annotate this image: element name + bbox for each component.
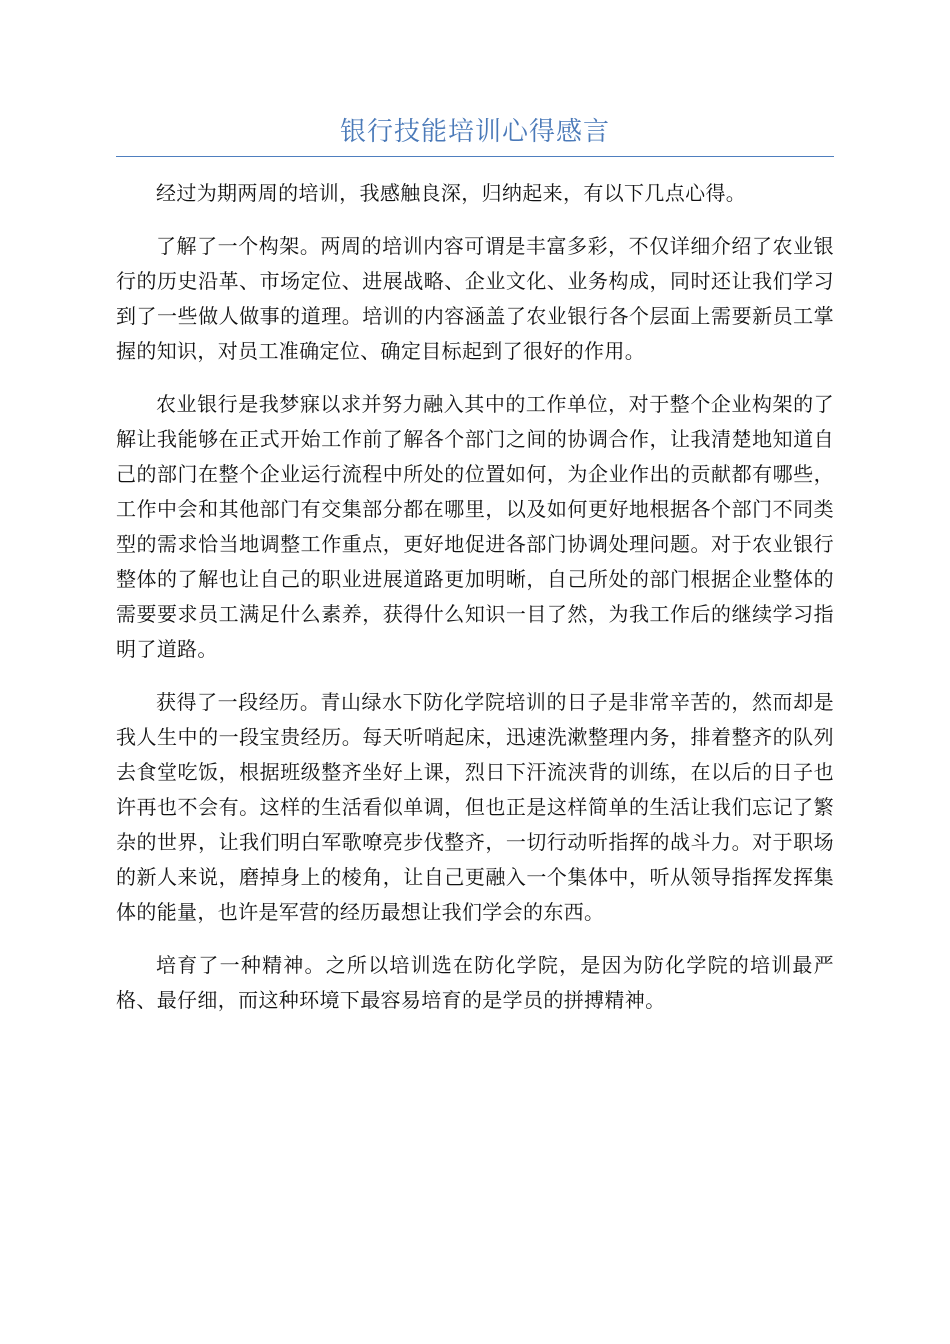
document-body — [116, 176, 834, 1036]
title-block — [116, 112, 834, 157]
document-title: 银行技能培训心得感言 — [339, 117, 610, 147]
paragraph-spirit: 培育了一种精神。之所以培训选在防化学院，是因为防化学院的培训最严格、最仔细，而这种环境下最容易培育的是学员的拼搏精神。 — [116, 953, 834, 1012]
paragraph-framework: 了解了一个构架。两周的培训内容可谓是丰富多彩，不仅详细介绍了农业银行的历史沿革、市场定位、进展战略、企业文化、业务构成，同时还让我们学习到了一些做人做事的道理。培训的内容涵盖了农业银行各个层面上需要新员工掌握的知识，对员工准确定位、确定目标起到了很好的作用。 — [116, 234, 834, 363]
paragraph-structure-understanding: 农业银行是我梦寐以求并努力融入其中的工作单位，对于整个企业构架的了解让我能够在正式开始工作前了解各个部门之间的协调合作，让我清楚地知道自己的部门在整个企业运行流程中所处的位置如何，为企业作出的贡献都有哪些，工作中会和其他部门有交集部分都在哪里，以及如何更好地根据各个部门不同类型的需求恰当地调整工作重点，更好地促进各部门协调处理问题。对于农业银行整体的了解也让自己的职业进展道路更加明晰，自己所处的部门根据企业整体的需要要求员工满足什么素养，获得什么知识一目了然，为我工作后的继续学习指明了道路。 — [116, 392, 834, 661]
paragraph-experience: 获得了一段经历。青山绿水下防化学院培训的日子是非常辛苦的，然而却是我人生中的一段宝贵经历。每天听哨起床，迅速洗漱整理内务，排着整齐的队列去食堂吃饭，根据班级整齐坐好上课，烈日下汗流浃背的训练，在以后的日子也许再也不会有。这样的生活看似单调，但也正是这样简单的生活让我们忘记了繁杂的世界，让我们明白军歌嘹亮步伐整齐，一切行动听指挥的战斗力。对于职场的新人来说，磨掉身上的棱角，让自己更融入一个集体中，听从领导指挥发挥集体的能量，也许是军营的经历最想让我们学会的东西。 — [116, 690, 834, 924]
paragraph-intro: 经过为期两周的培训，我感触良深，归纳起来，有以下几点心得。 — [156, 181, 747, 205]
